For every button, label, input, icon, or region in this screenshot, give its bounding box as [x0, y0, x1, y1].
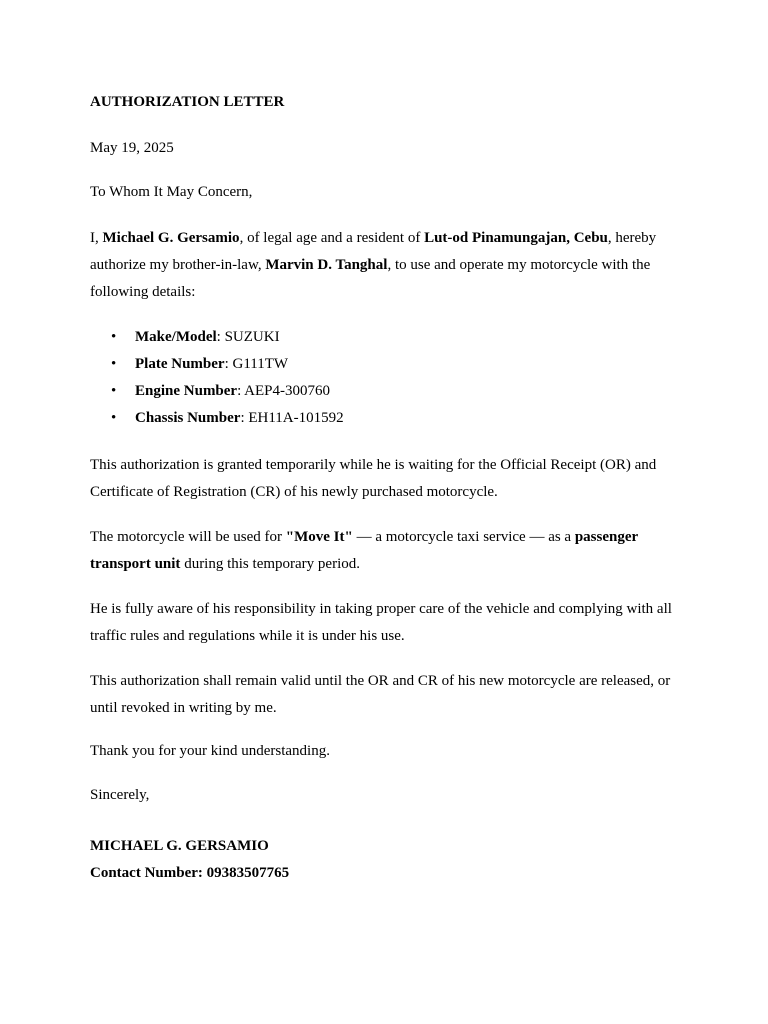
- usage-text-1: The motorcycle will be used for: [90, 529, 286, 545]
- letter-title: AUTHORIZATION LETTER: [90, 94, 285, 110]
- usage-unit: passenger transport unit: [90, 529, 638, 572]
- detail-label: Engine Number: [135, 383, 238, 399]
- validity-paragraph: This authorization shall remain valid until the OR and CR of his new motorcycle are released, or until revoked in writing by me.: [90, 673, 671, 716]
- list-item-engine-number: [111, 378, 690, 405]
- list-item-make-model: [111, 324, 690, 351]
- detail-value: : AEP4-300760: [237, 383, 331, 399]
- signature-name: MICHAEL G. GERSAMIO: [90, 838, 269, 854]
- service-name: "Move It": [285, 529, 353, 545]
- intro-text-3: , hereby authorize my brother-in-law,: [90, 230, 657, 273]
- bullet-icon: •: [111, 383, 117, 399]
- vehicle-details-list: [90, 324, 690, 432]
- usage-text-3: during this temporary period.: [180, 556, 360, 572]
- thanks-paragraph: Thank you for your kind understanding.: [90, 743, 330, 759]
- grantor-name: Michael G. Gersamio: [102, 230, 240, 246]
- salutation: To Whom It May Concern,: [90, 184, 253, 200]
- authorized-person: Marvin D. Tanghal: [265, 257, 388, 273]
- intro-paragraph: [90, 225, 690, 306]
- letter-date: May 19, 2025: [90, 140, 174, 156]
- closing: Sincerely,: [90, 787, 150, 803]
- bullet-icon: •: [111, 410, 117, 426]
- temporary-authorization-paragraph: This authorization is granted temporarily while he is waiting for the Official Receipt (OR) and Certificate of Registration (CR) of his newly purchased motorcycle.: [90, 457, 657, 500]
- bullet-icon: •: [111, 329, 117, 345]
- usage-text-2: — a motorcycle taxi service — as a: [352, 529, 575, 545]
- detail-value: : EH11A-101592: [240, 410, 344, 426]
- bullet-icon: •: [111, 356, 117, 372]
- list-item-plate-number: [111, 351, 690, 378]
- detail-label: Make/Model: [135, 329, 217, 345]
- intro-text-1: I,: [90, 230, 103, 246]
- contact-number: Contact Number: 09383507765: [90, 865, 290, 881]
- list-item-chassis-number: [111, 405, 690, 432]
- usage-paragraph: [90, 524, 690, 578]
- intro-text-4: , to use and operate my motorcycle with the following details:: [90, 257, 651, 300]
- responsibility-paragraph: He is fully aware of his responsibility in taking proper care of the vehicle and complying with all traffic rules and regulations while it is under his use.: [90, 601, 672, 644]
- letter-page: [90, 91, 690, 887]
- intro-text-2: , of legal age and a resident of: [239, 230, 425, 246]
- detail-value: : G111TW: [224, 356, 289, 372]
- detail-label: Plate Number: [135, 356, 225, 372]
- detail-value: : SUZUKI: [216, 329, 280, 345]
- detail-label: Chassis Number: [135, 410, 241, 426]
- grantor-address: Lut-od Pinamungajan, Cebu: [424, 230, 608, 246]
